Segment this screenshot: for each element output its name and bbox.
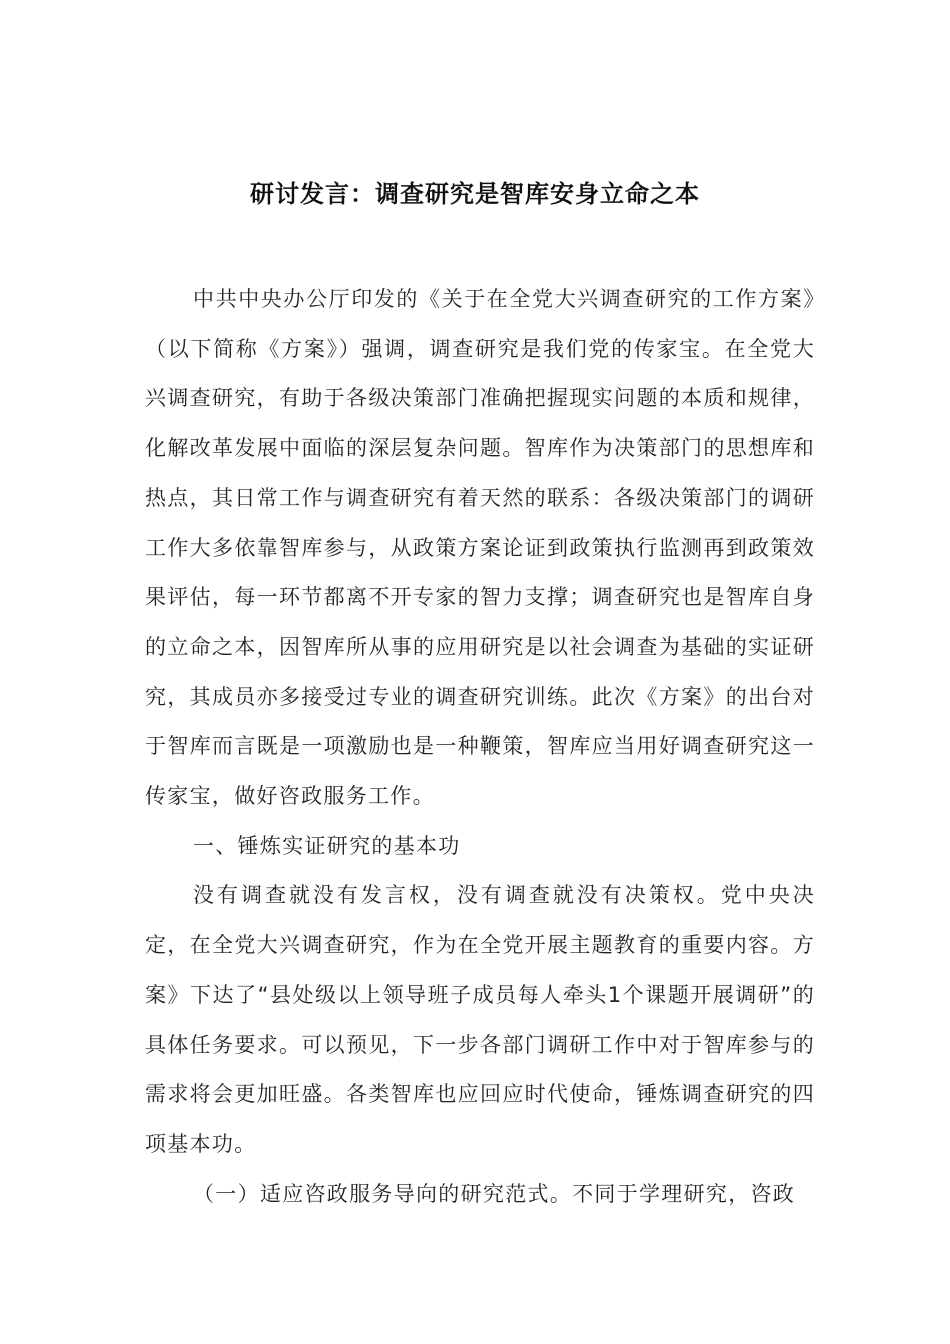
- paragraph-section-1: 没有调查就没有发言权，没有调查就没有决策权。党中央决定，在全党大兴调查研究，作为在全党开展主题教育的重要内容。方案》下达了“县处级以上领导班子成员每人牵头1个课题开展调研”的具体任务要求。可以预见，下一步各部门调研工作中对于智库参与的需求将会更加旺盛。各类智库也应回应时代使命，锤炼调查研究的四项基本功。: [145, 883, 815, 1156]
- paragraph-intro: 中共中央办公厅印发的《关于在全党大兴调查研究的工作方案》（以下简称《方案》）强调，调查研究是我们党的传家宝。在全党大兴调查研究，有助于各级决策部门准确把握现实问题的本质和规律，化解改革发展中面临的深层复杂问题。智库作为决策部门的思想库和热点，其日常工作与调查研究有着天然的联系：各级决策部门的调研工作大多依靠智库参与，从政策方案论证到政策执行监测再到政策效果评估，每一环节都离不开专家的智力支撑；调查研究也是智库自身的立命之本，因智库所从事的应用研究是以社会调查为基础的实证研究，其成员亦多接受过专业的调查研究训练。此次《方案》的出台对于智库而言既是一项激励也是一种鞭策，智库应当用好调查研究这一传家宝，做好咨政服务工作。: [145, 287, 815, 809]
- paragraph-subsection-1: （一）适应咨政服务导向的研究范式。不同于学理研究，咨政: [193, 1181, 796, 1206]
- section-heading-1: 一、锤炼实证研究的基本功: [193, 833, 461, 858]
- document-body: [145, 275, 815, 1219]
- document-title: 研讨发言：调查研究是智库安身立命之本: [250, 180, 700, 209]
